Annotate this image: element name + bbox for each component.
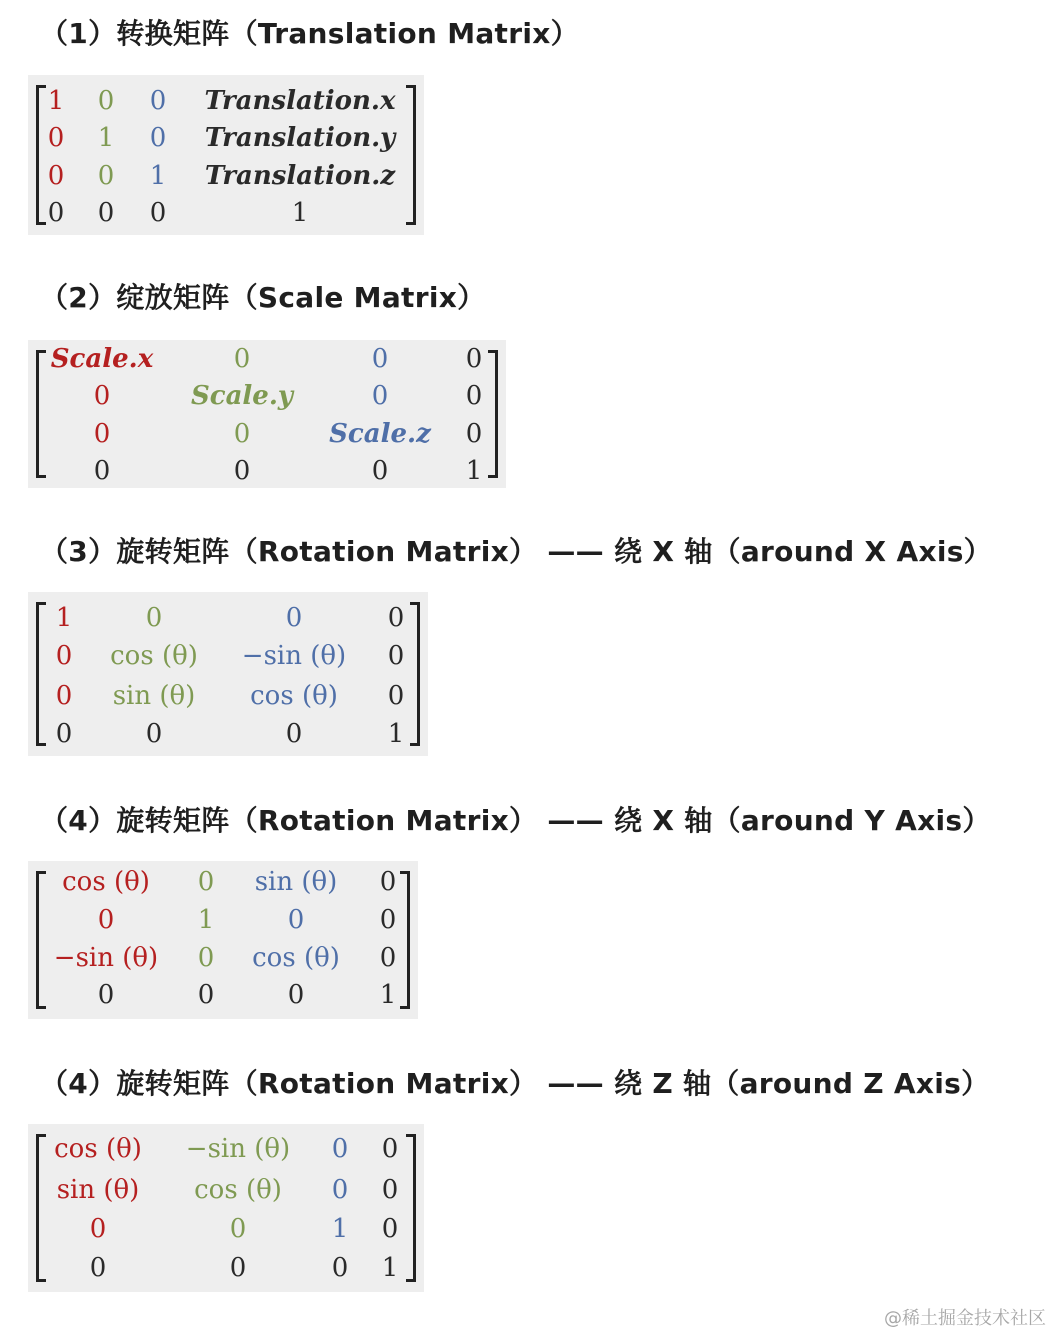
matrix-cell: cos (θ) xyxy=(250,681,338,711)
matrix-cell: sin (θ) xyxy=(254,867,338,897)
matrix-cell: Scale.x xyxy=(50,344,154,374)
scale-matrix xyxy=(28,340,506,488)
matrix-cell: 0 xyxy=(55,681,73,711)
matrix-cell: 1 xyxy=(387,719,405,749)
matrix-cell: 1 xyxy=(291,198,309,228)
right-bracket xyxy=(400,871,410,1009)
heading-translation-matrix: （1）转换矩阵（Translation Matrix） xyxy=(40,17,579,50)
matrix-cell: sin (θ) xyxy=(112,681,196,711)
matrix-cell: 0 xyxy=(55,719,73,749)
matrix-cell: 0 xyxy=(89,1253,107,1283)
left-bracket xyxy=(36,1134,46,1282)
matrix-cell: 0 xyxy=(371,344,389,374)
watermark: @稀土掘金技术社区 xyxy=(884,1308,1046,1329)
matrix-cell: 0 xyxy=(197,980,215,1010)
matrix-cell: 1 xyxy=(197,905,215,935)
heading-rotation-y-matrix: （4）旋转矩阵（Rotation Matrix） —— 绕 X 轴（around Y Axis） xyxy=(40,804,991,837)
matrix-cell: 1 xyxy=(47,86,65,116)
matrix-cell: 0 xyxy=(149,86,167,116)
matrix-cell: 0 xyxy=(285,719,303,749)
matrix-cell: 0 xyxy=(47,161,65,191)
matrix-cell: 0 xyxy=(197,867,215,897)
matrix-cell: 0 xyxy=(465,419,483,449)
left-bracket xyxy=(36,350,46,478)
matrix-cell: 0 xyxy=(149,198,167,228)
matrix-cell: 0 xyxy=(285,603,303,633)
matrix-cell: 1 xyxy=(97,123,115,153)
matrix-cell: cos (θ) xyxy=(194,1175,282,1205)
matrix-cell: Scale.z xyxy=(329,419,431,449)
matrix-cell: 1 xyxy=(331,1214,349,1244)
matrix-cell: cos (θ) xyxy=(252,943,340,973)
right-bracket xyxy=(410,602,420,746)
matrix-cell: 1 xyxy=(55,603,73,633)
matrix-cell: 0 xyxy=(465,344,483,374)
matrix-cell: 0 xyxy=(381,1214,399,1244)
matrix-cell: 0 xyxy=(387,603,405,633)
matrix-cell: 0 xyxy=(93,381,111,411)
matrix-cell: 1 xyxy=(465,456,483,486)
matrix-cell: 0 xyxy=(233,419,251,449)
matrix-cell: 0 xyxy=(371,456,389,486)
matrix-cell: 0 xyxy=(97,198,115,228)
matrix-cell: sin (θ) xyxy=(56,1175,140,1205)
right-bracket xyxy=(406,85,416,225)
matrix-cell: 0 xyxy=(145,719,163,749)
matrix-cell: cos (θ) xyxy=(62,867,150,897)
matrix-cell: Translation.y xyxy=(204,123,396,153)
matrix-cell: 0 xyxy=(233,456,251,486)
matrix-cell: 0 xyxy=(331,1175,349,1205)
matrix-cell: 0 xyxy=(93,419,111,449)
matrix-cell: 0 xyxy=(145,603,163,633)
matrix-cell: 1 xyxy=(379,980,397,1010)
matrix-cell: 0 xyxy=(379,943,397,973)
matrix-cell: 0 xyxy=(371,381,389,411)
matrix-cell: 0 xyxy=(47,198,65,228)
heading-scale-matrix: （2）绽放矩阵（Scale Matrix） xyxy=(40,281,486,314)
matrix-cell: Translation.x xyxy=(204,86,396,116)
matrix-cell: 1 xyxy=(381,1253,399,1283)
matrix-cell: 0 xyxy=(149,123,167,153)
matrix-cell: 0 xyxy=(55,641,73,671)
matrix-cell: 0 xyxy=(233,344,251,374)
matrix-cell: 0 xyxy=(331,1253,349,1283)
rotation-y-matrix xyxy=(28,861,418,1019)
matrix-cell: 0 xyxy=(381,1175,399,1205)
right-bracket xyxy=(488,350,498,478)
matrix-cell: 0 xyxy=(387,641,405,671)
matrix-cell: Translation.z xyxy=(204,161,396,191)
matrix-cell: 0 xyxy=(47,123,65,153)
rotation-z-matrix xyxy=(28,1124,424,1292)
matrix-cell: −sin (θ) xyxy=(241,641,347,671)
left-bracket xyxy=(36,85,46,225)
matrix-cell: 0 xyxy=(229,1253,247,1283)
matrix-cell: −sin (θ) xyxy=(185,1134,291,1164)
matrix-cell: 0 xyxy=(381,1134,399,1164)
matrix-cell: 0 xyxy=(197,943,215,973)
matrix-cell: 0 xyxy=(465,381,483,411)
matrix-cell: 0 xyxy=(331,1134,349,1164)
translation-matrix xyxy=(28,75,424,235)
left-bracket xyxy=(36,602,46,746)
right-bracket xyxy=(406,1134,416,1282)
matrix-cell: cos (θ) xyxy=(110,641,198,671)
left-bracket xyxy=(36,871,46,1009)
matrix-cell: 0 xyxy=(97,980,115,1010)
matrix-cell: 0 xyxy=(97,86,115,116)
matrix-cell: 0 xyxy=(287,980,305,1010)
matrix-cell: 0 xyxy=(387,681,405,711)
rotation-x-matrix xyxy=(28,592,428,756)
matrix-cell: 0 xyxy=(89,1214,107,1244)
matrix-cell: −sin (θ) xyxy=(53,943,159,973)
matrix-cell: 0 xyxy=(97,161,115,191)
matrix-cell: 0 xyxy=(97,905,115,935)
matrix-cell: 0 xyxy=(379,905,397,935)
matrix-cell: 0 xyxy=(287,905,305,935)
heading-rotation-z-matrix: （4）旋转矩阵（Rotation Matrix） —— 绕 Z 轴（around Z Axis） xyxy=(40,1067,990,1100)
matrix-cell: 0 xyxy=(93,456,111,486)
matrix-cell: 0 xyxy=(379,867,397,897)
matrix-cell: cos (θ) xyxy=(54,1134,142,1164)
matrix-cell: 1 xyxy=(149,161,167,191)
matrix-cell: Scale.y xyxy=(190,381,294,411)
heading-rotation-x-matrix: （3）旋转矩阵（Rotation Matrix） —— 绕 X 轴（around X Axis） xyxy=(40,535,992,568)
matrix-cell: 0 xyxy=(229,1214,247,1244)
